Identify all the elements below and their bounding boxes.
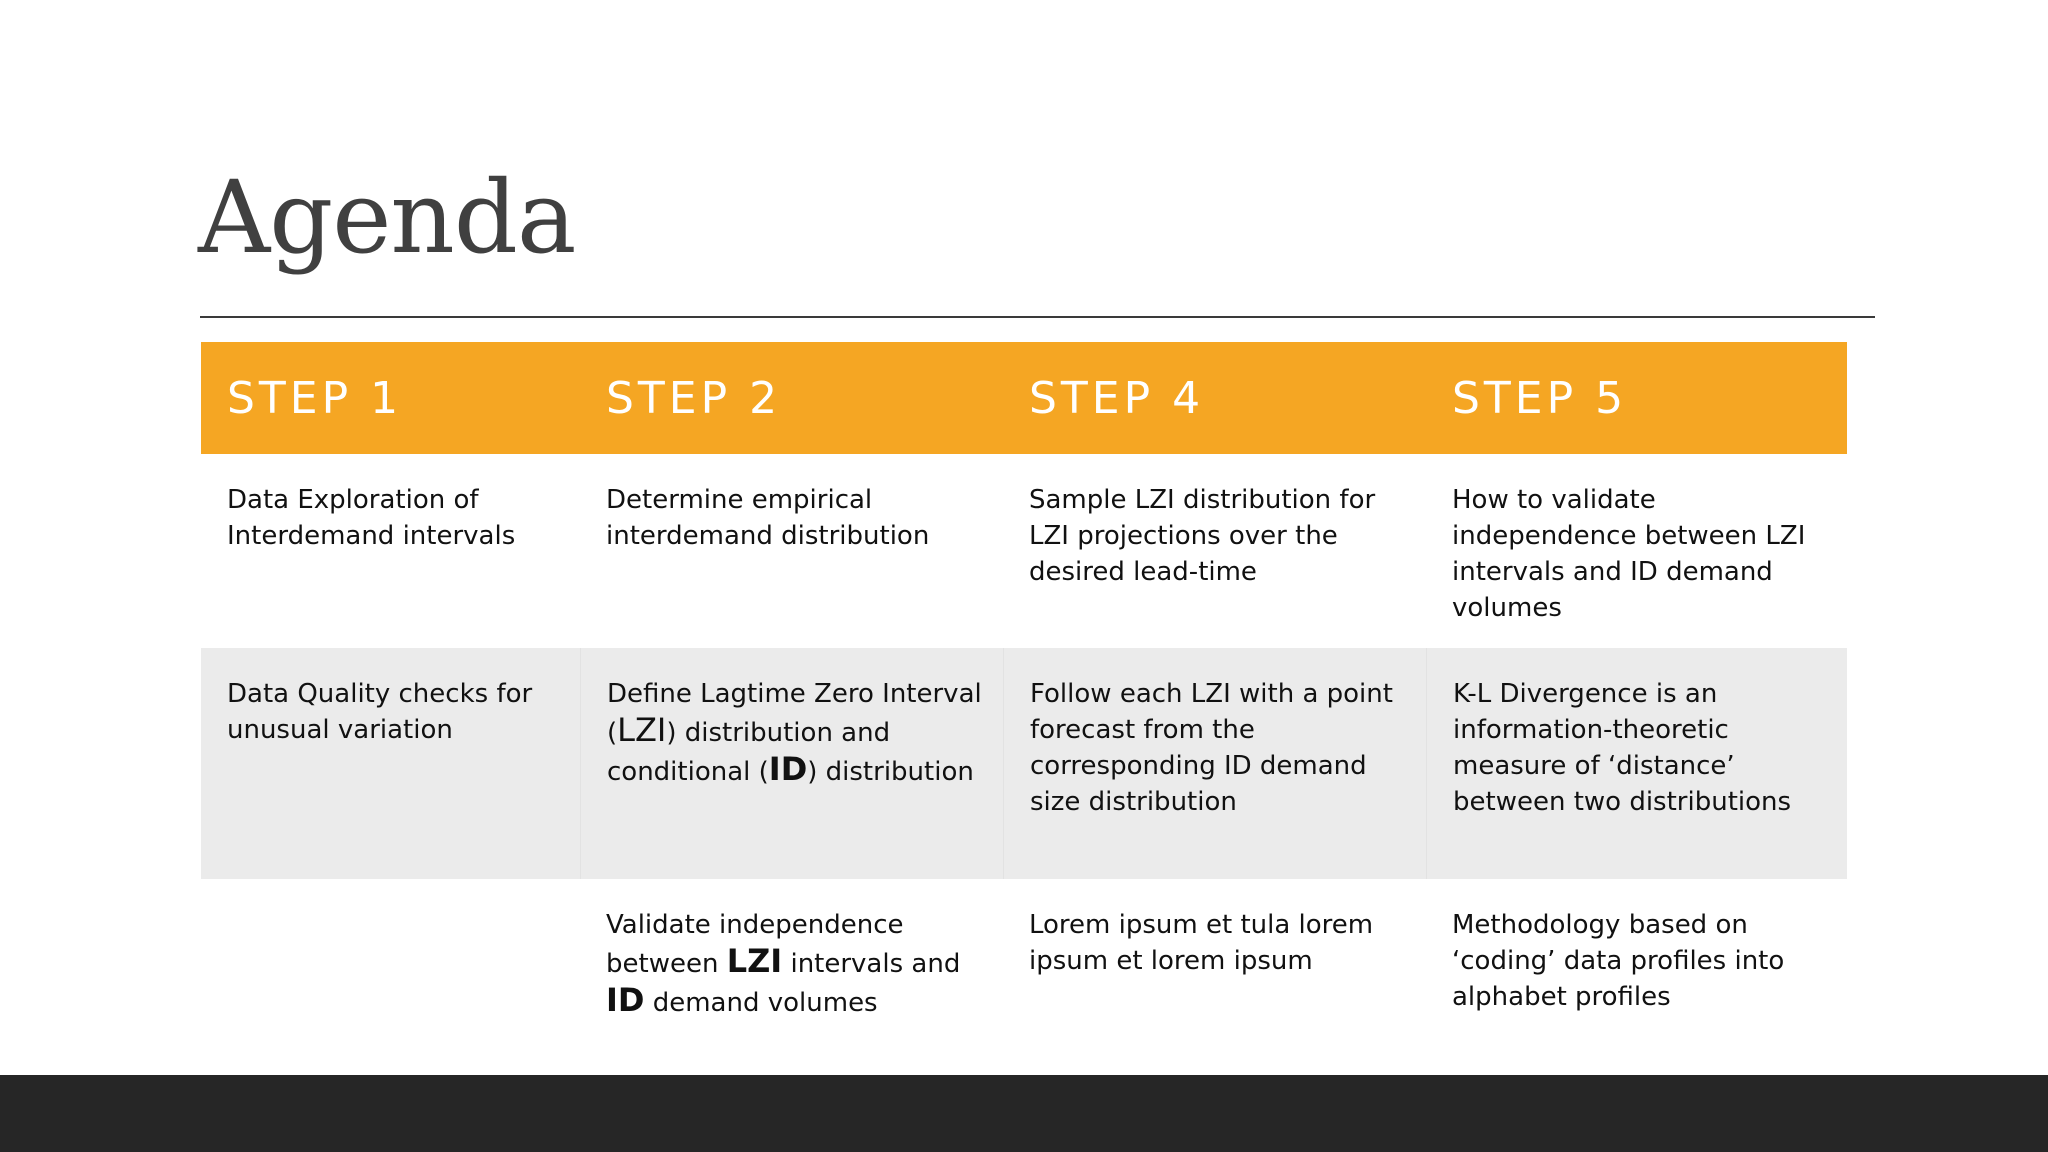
lzi-term: LZI — [617, 711, 667, 749]
row3-step2-cell — [580, 879, 1003, 1086]
row2-step2-cell — [580, 648, 1003, 879]
row2-step1-cell: Data Quality checks for unusual variation — [201, 648, 580, 879]
row1-step5-cell: How to validate independence between LZI intervals and ID demand volumes — [1452, 485, 1806, 623]
row2-step4-cell: Follow each LZI with a point forecast from the corresponding ID demand size distribution — [1003, 648, 1426, 879]
row3-step2-text-b: intervals and — [782, 949, 961, 979]
header-step-4: STEP 4 — [1003, 342, 1426, 454]
row3-step4-cell: Lorem ipsum et tula lorem ipsum et lorem ipsum — [1029, 910, 1374, 976]
header-step-5: STEP 5 — [1426, 342, 1847, 454]
row1-step2-cell: Determine empirical interdemand distribution — [606, 485, 930, 551]
header-step-2: STEP 2 — [580, 342, 1003, 454]
row2-step5-cell: K-L Divergence is an information-theoretic measure of ‘distance’ between two distributions — [1426, 648, 1847, 879]
footer-bar — [0, 1075, 2048, 1152]
row2-step2-text-b: ) distribution and conditional ( — [607, 718, 891, 787]
row3-step2-text-a: Validate independence between — [606, 910, 904, 979]
agenda-table — [201, 342, 1847, 1086]
id-term: ID — [606, 981, 645, 1019]
row2-step2-text-a: Define Lagtime Zero Interval ( — [607, 679, 982, 748]
header-step-1: STEP 1 — [201, 342, 580, 454]
title-divider — [200, 316, 1875, 318]
row3-step2-text-c: demand volumes — [644, 988, 878, 1018]
lzi-term: LZI — [726, 942, 783, 980]
slide-title: Agenda — [198, 159, 576, 276]
row1-step1-cell: Data Exploration of Interdemand intervals — [227, 485, 516, 551]
row2-step2-text-c: ) distribution — [807, 757, 974, 787]
id-term: ID — [768, 750, 808, 788]
row3-step1-cell — [201, 879, 580, 1086]
row1-step4-cell: Sample LZI distribution for LZI projections over the desired lead-time — [1029, 485, 1376, 587]
row3-step5-cell: Methodology based on ‘coding’ data profiles into alphabet profiles — [1452, 910, 1785, 1012]
